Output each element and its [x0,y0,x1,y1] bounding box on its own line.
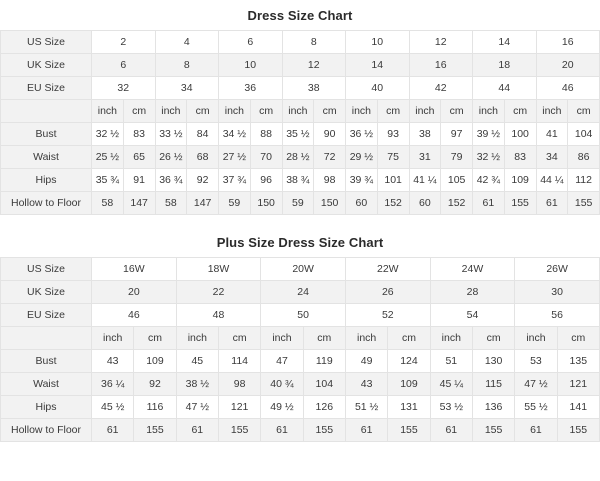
table-cell: 150 [250,192,282,215]
table-cell: 59 [219,192,251,215]
table-row [1,192,600,215]
table-cell: 47 ½ [515,373,557,396]
table-cell: 6 [92,54,156,77]
table-cell: 116 [134,396,176,419]
table-cell: 20W [261,258,346,281]
table-cell: 18W [176,258,261,281]
table-cell: 47 [261,350,303,373]
table-cell: 84 [187,123,219,146]
table-cell: 38 [282,77,346,100]
table-cell: 4 [155,31,219,54]
table-cell: 36 ½ [346,123,378,146]
plus-size-table-body [1,258,600,442]
table-cell: 22W [345,258,430,281]
table-cell: 51 [430,350,472,373]
table-cell: 90 [314,123,346,146]
table-cell: 46 [536,77,600,100]
table-row [1,373,600,396]
table-cell: inch [346,100,378,123]
table-cell: 39 ¾ [346,169,378,192]
table-cell: 104 [568,123,600,146]
table-cell: inch [536,100,568,123]
table-cell: 32 ½ [473,146,505,169]
table-cell: 44 ¼ [536,169,568,192]
table-cell: cm [218,327,260,350]
table-cell: 126 [303,396,345,419]
table-row [1,123,600,146]
table-cell: 55 ½ [515,396,557,419]
table-cell: 155 [303,419,345,442]
table-cell: 61 [473,192,505,215]
table-cell: 28 ½ [282,146,314,169]
table-cell: cm [314,100,346,123]
table-cell: 121 [557,373,599,396]
table-cell: 141 [557,396,599,419]
table-cell: inch [409,100,441,123]
table-cell: 20 [92,281,177,304]
table-cell: 16 [536,31,600,54]
table-cell: 22 [176,281,261,304]
row-label: Waist [1,146,92,169]
table-cell: 105 [441,169,473,192]
table-cell: 61 [515,419,557,442]
table-cell: 35 ½ [282,123,314,146]
table-cell: inch [345,327,387,350]
table-cell: inch [515,327,557,350]
table-cell: 35 ¾ [92,169,124,192]
table-cell: 36 [219,77,283,100]
section-divider [0,215,600,227]
table-cell: 36 ¼ [92,373,134,396]
table-cell: 28 [430,281,515,304]
table-cell: inch [92,327,134,350]
table-cell: 12 [282,54,346,77]
table-cell: cm [441,100,473,123]
chart-title-standard: Dress Size Chart [0,0,600,30]
table-cell: 130 [472,350,514,373]
table-cell: 92 [134,373,176,396]
table-cell: 43 [345,373,387,396]
table-cell: 49 [345,350,387,373]
table-cell: 41 [536,123,568,146]
table-cell: 79 [441,146,473,169]
table-cell: 61 [430,419,472,442]
table-cell: cm [123,100,155,123]
table-cell: 72 [314,146,346,169]
table-row [1,281,600,304]
table-cell: 86 [568,146,600,169]
table-cell: 104 [303,373,345,396]
table-cell: 155 [134,419,176,442]
table-cell: 32 ½ [92,123,124,146]
table-cell: 40 [346,77,410,100]
table-row [1,100,600,123]
table-cell: 25 ½ [92,146,124,169]
dress-size-table [0,30,600,215]
row-label: Hips [1,169,92,192]
row-label: Waist [1,373,92,396]
table-cell: 31 [409,146,441,169]
table-cell: 131 [388,396,430,419]
table-cell: cm [187,100,219,123]
table-cell: 121 [218,396,260,419]
table-cell: cm [250,100,282,123]
table-cell: cm [504,100,536,123]
plus-size-chart-block [0,227,600,442]
row-label: EU Size [1,77,92,100]
table-cell: 39 ½ [473,123,505,146]
table-cell: 45 ¼ [430,373,472,396]
table-cell: 33 ½ [155,123,187,146]
table-cell: 155 [388,419,430,442]
table-cell: 112 [568,169,600,192]
table-cell: 124 [388,350,430,373]
row-label: UK Size [1,281,92,304]
table-row [1,54,600,77]
table-cell: 61 [536,192,568,215]
table-cell: 152 [377,192,409,215]
table-cell: 152 [441,192,473,215]
table-cell: inch [261,327,303,350]
table-cell: 59 [282,192,314,215]
table-cell: 44 [473,77,537,100]
table-cell: 75 [377,146,409,169]
row-label: US Size [1,258,92,281]
table-cell: 109 [388,373,430,396]
table-cell: 45 ½ [92,396,134,419]
table-cell: 136 [472,396,514,419]
table-cell: 24W [430,258,515,281]
table-cell: 98 [218,373,260,396]
table-cell: 54 [430,304,515,327]
chart-title-plus: Plus Size Dress Size Chart [0,227,600,257]
table-cell: 51 ½ [345,396,387,419]
table-cell: 34 [536,146,568,169]
table-cell: 115 [472,373,514,396]
table-cell: 97 [441,123,473,146]
table-cell: 155 [504,192,536,215]
table-cell: 29 ½ [346,146,378,169]
table-cell: 50 [261,304,346,327]
table-row [1,304,600,327]
table-cell: 70 [250,146,282,169]
table-cell: 53 ½ [430,396,472,419]
table-cell: cm [557,327,599,350]
table-cell: inch [473,100,505,123]
table-row [1,77,600,100]
table-cell: 26 [345,281,430,304]
row-label: Bust [1,123,92,146]
table-cell: 52 [345,304,430,327]
table-cell: 40 ¾ [261,373,303,396]
table-cell: 48 [176,304,261,327]
table-cell: 119 [303,350,345,373]
table-cell: 24 [261,281,346,304]
row-label: Bust [1,350,92,373]
table-cell: 14 [473,31,537,54]
table-cell: 8 [155,54,219,77]
table-cell: 83 [504,146,536,169]
table-cell: 18 [473,54,537,77]
row-label: EU Size [1,304,92,327]
table-cell: 38 [409,123,441,146]
table-cell: 60 [409,192,441,215]
table-cell: 2 [92,31,156,54]
table-cell: 38 ½ [176,373,218,396]
table-cell: 109 [504,169,536,192]
table-cell: 93 [377,123,409,146]
table-cell: 45 [176,350,218,373]
table-cell: 88 [250,123,282,146]
table-cell: 42 ¾ [473,169,505,192]
table-cell: 60 [346,192,378,215]
table-cell: 68 [187,146,219,169]
table-cell: 101 [377,169,409,192]
table-cell: 61 [92,419,134,442]
row-label: Hips [1,396,92,419]
table-row [1,31,600,54]
row-label: UK Size [1,54,92,77]
table-cell: 98 [314,169,346,192]
table-cell: 114 [218,350,260,373]
table-cell: 10 [219,54,283,77]
table-cell: 147 [187,192,219,215]
table-cell: 16W [92,258,177,281]
table-cell: 30 [515,281,600,304]
table-cell: cm [303,327,345,350]
table-cell: 26 ½ [155,146,187,169]
table-cell: inch [282,100,314,123]
table-cell: 8 [282,31,346,54]
table-row [1,350,600,373]
table-cell: 37 ¾ [219,169,251,192]
table-cell: inch [176,327,218,350]
row-label: Hollow to Floor [1,192,92,215]
table-cell: 83 [123,123,155,146]
table-cell: 41 ¼ [409,169,441,192]
table-cell: 32 [92,77,156,100]
table-cell: 46 [92,304,177,327]
table-cell: 91 [123,169,155,192]
dress-size-chart-block [0,0,600,215]
table-cell: inch [219,100,251,123]
table-cell: 135 [557,350,599,373]
table-cell: 26W [515,258,600,281]
table-cell: 42 [409,77,473,100]
table-cell: 53 [515,350,557,373]
table-cell: 155 [218,419,260,442]
table-row [1,146,600,169]
row-label: US Size [1,31,92,54]
table-row [1,327,600,350]
table-cell: 47 ½ [176,396,218,419]
table-cell: 16 [409,54,473,77]
table-cell: inch [92,100,124,123]
table-cell: 20 [536,54,600,77]
table-row [1,419,600,442]
table-cell: 92 [187,169,219,192]
table-cell: cm [134,327,176,350]
table-cell: cm [377,100,409,123]
table-cell: 36 ¾ [155,169,187,192]
table-cell: inch [155,100,187,123]
table-row [1,396,600,419]
table-cell: 65 [123,146,155,169]
row-label [1,327,92,350]
table-cell: cm [472,327,514,350]
table-cell: 34 ½ [219,123,251,146]
row-label: Hollow to Floor [1,419,92,442]
table-cell: 100 [504,123,536,146]
table-cell: inch [430,327,472,350]
table-cell: 155 [557,419,599,442]
table-cell: 43 [92,350,134,373]
table-cell: 147 [123,192,155,215]
table-cell: 96 [250,169,282,192]
table-cell: 58 [155,192,187,215]
table-cell: 12 [409,31,473,54]
table-row [1,169,600,192]
table-row [1,258,600,281]
table-cell: 58 [92,192,124,215]
table-cell: 155 [472,419,514,442]
table-cell: 10 [346,31,410,54]
dress-size-table-body [1,31,600,215]
table-cell: 34 [155,77,219,100]
table-cell: 38 ¾ [282,169,314,192]
table-cell: 14 [346,54,410,77]
row-label [1,100,92,123]
table-cell: 109 [134,350,176,373]
table-cell: 61 [261,419,303,442]
table-cell: 56 [515,304,600,327]
table-cell: cm [388,327,430,350]
table-cell: 6 [219,31,283,54]
table-cell: 61 [345,419,387,442]
table-cell: cm [568,100,600,123]
table-cell: 155 [568,192,600,215]
table-cell: 150 [314,192,346,215]
plus-size-table [0,257,600,442]
table-cell: 49 ½ [261,396,303,419]
table-cell: 61 [176,419,218,442]
table-cell: 27 ½ [219,146,251,169]
